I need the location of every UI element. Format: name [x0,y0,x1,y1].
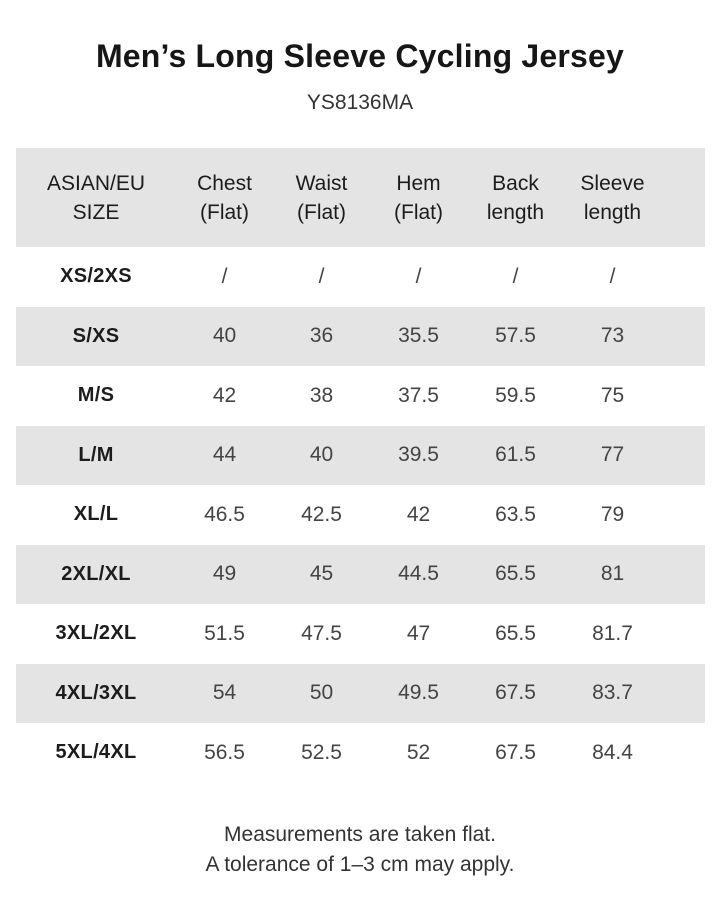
header-back-length [467,148,564,247]
hem-cell: 47 [406,621,431,645]
back-length-cell: 67.5 [495,740,536,764]
header-waist [273,148,370,247]
chest-cell: 49 [212,562,237,586]
header-chest-line1: Chest [197,171,252,195]
header-waist-line2: (Flat) [297,200,346,224]
spacer-cell [661,426,705,486]
size-cell: 5XL/4XL [55,741,137,764]
waist-cell: 42.5 [301,502,342,526]
back-length-cell: 65.5 [495,562,536,586]
header-back-line1: Back [492,171,539,195]
back-length-cell: 65.5 [495,621,536,645]
size-cell: S/XS [72,324,120,347]
table-row [16,247,705,307]
size-cell: 2XL/XL [61,562,131,585]
spacer-cell [661,247,705,307]
sleeve-length-cell: 77 [600,443,625,467]
header-hem-line1: Hem [396,171,441,195]
header-chest-line2: (Flat) [200,200,249,224]
table-row [16,366,705,426]
sleeve-length-cell: 81.7 [592,621,633,645]
hem-cell: 35.5 [398,324,439,348]
hem-cell: 42 [406,502,431,526]
sleeve-length-cell: 84.4 [592,740,633,764]
header-chest [176,148,273,247]
hem-cell: 49.5 [398,681,439,705]
hem-cell: 37.5 [398,383,439,407]
sleeve-length-cell: 81 [600,562,625,586]
page-title: Men’s Long Sleeve Cycling Jersey [95,38,625,74]
sleeve-length-cell: / [609,264,616,288]
size-cell: L/M [78,443,114,466]
back-length-cell: 57.5 [495,324,536,348]
table-row [16,723,705,783]
header-hem-line2: (Flat) [394,200,443,224]
model-number: YS8136MA [306,91,414,114]
sleeve-length-cell: 79 [600,502,625,526]
chest-cell: / [221,264,228,288]
back-length-cell: 63.5 [495,502,536,526]
size-cell: XS/2XS [60,265,132,288]
header-sleeve-length [564,148,661,247]
header-sleeve-line1: Sleeve [580,171,645,195]
header-waist-line1: Waist [295,171,348,195]
size-chart-table [16,148,705,783]
back-length-cell: 67.5 [495,681,536,705]
table-row [16,426,705,486]
waist-cell: 50 [309,681,334,705]
sleeve-length-cell: 75 [600,383,625,407]
size-cell: XL/L [73,503,119,526]
header-size-line1: ASIAN/EU [46,171,146,195]
waist-cell: 52.5 [301,740,342,764]
chest-cell: 54 [212,681,237,705]
waist-cell: / [318,264,325,288]
hem-cell: / [415,264,422,288]
back-length-cell: 59.5 [495,383,536,407]
measurement-note-line1: Measurements are taken flat. [224,823,496,846]
header-hem [370,148,467,247]
header-spacer [661,148,705,247]
chest-cell: 51.5 [204,621,245,645]
waist-cell: 45 [309,562,334,586]
measurement-note [0,820,720,880]
chest-cell: 56.5 [204,740,245,764]
header-back-line2: length [486,200,545,224]
waist-cell: 47.5 [301,621,342,645]
table-row [16,307,705,367]
sleeve-length-cell: 73 [600,324,625,348]
spacer-cell [661,664,705,724]
spacer-cell [661,723,705,783]
header-size [16,148,176,247]
measurement-note-line2: A tolerance of 1–3 cm may apply. [205,853,515,876]
back-length-cell: / [512,264,519,288]
table-row [16,485,705,545]
back-length-cell: 61.5 [495,443,536,467]
spacer-cell [661,485,705,545]
spacer-cell [661,604,705,664]
waist-cell: 38 [309,383,334,407]
hem-cell: 39.5 [398,443,439,467]
chest-cell: 42 [212,383,237,407]
spacer-cell [661,307,705,367]
size-cell: 4XL/3XL [55,681,137,704]
spacer-cell [661,366,705,426]
header-size-line2: SIZE [72,200,120,224]
header-sleeve-line2: length [583,200,642,224]
waist-cell: 40 [309,443,334,467]
table-row [16,545,705,605]
sleeve-length-cell: 83.7 [592,681,633,705]
spacer-cell [661,545,705,605]
size-cell: 3XL/2XL [55,622,137,645]
chest-cell: 40 [212,324,237,348]
size-cell: M/S [77,384,115,407]
chest-cell: 46.5 [204,502,245,526]
waist-cell: 36 [309,324,334,348]
hem-cell: 52 [406,740,431,764]
table-header-row [16,148,705,247]
chest-cell: 44 [212,443,237,467]
table-row [16,604,705,664]
hem-cell: 44.5 [398,562,439,586]
table-row [16,664,705,724]
